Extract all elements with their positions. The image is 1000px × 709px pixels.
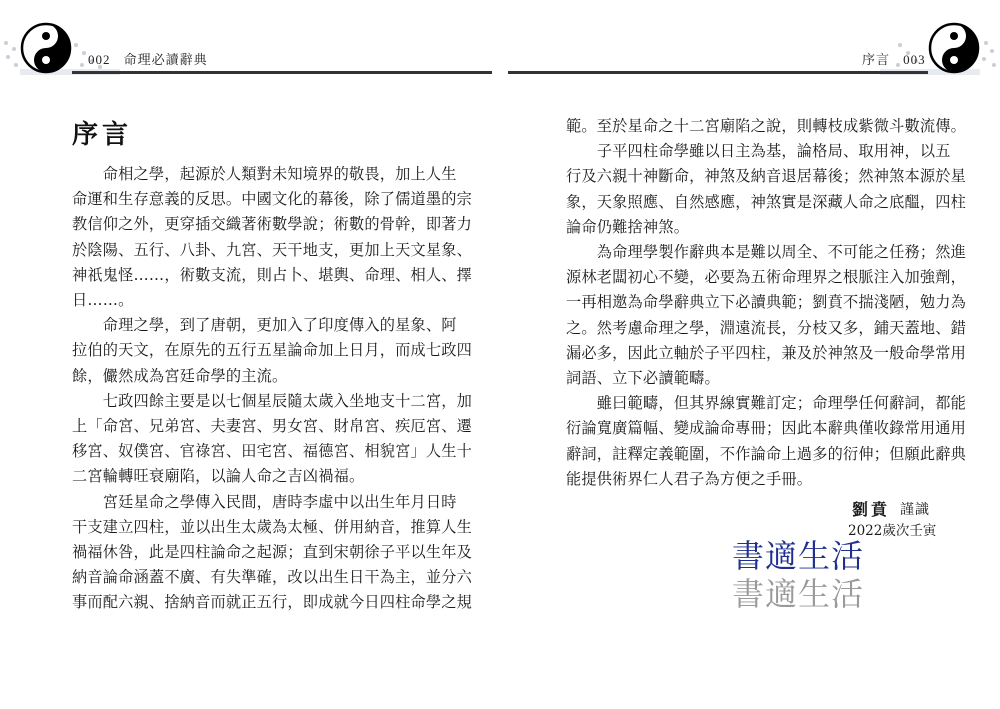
watermark-gray: 書適生活 [732, 575, 865, 613]
text-line: 干支建立四柱，並以出生太歲為太極、併用納音，推算人生 [72, 517, 473, 536]
book-title: 命理必讀辭典 [123, 53, 208, 68]
left-running-header [80, 49, 208, 68]
text-line: 日……。 [72, 291, 134, 309]
text-line: 事而配六親、捨納音而就正五行，即成就今日四柱命學之規 [72, 593, 473, 612]
author-signature: 劉賁 [852, 500, 891, 519]
text-line: 一再相邀為命學辭典立下必讀典範；劉賁不揣淺陋，勉力為 [566, 293, 967, 312]
text-line: 餘，儼然成為宮廷命學的主流。 [72, 366, 288, 385]
text-line: 漏必多，因此立軸於子平四柱，兼及於神煞及一般命學常用 [566, 343, 967, 362]
page-title: 序言 [72, 120, 133, 150]
signature-date: 2022歲次壬寅 [848, 523, 937, 539]
text-line: 二宮輪轉旺衰廟陷，以論人命之吉凶禍福。 [72, 467, 365, 486]
text-line: 之。然考慮命理之學，淵遠流長，分枝又多，鋪天蓋地、錯 [566, 318, 967, 337]
text-line: 衍論寬廣篇幅、變成論命專冊；因此本辭典僅收錄常用通用 [566, 419, 967, 438]
right-running-header [862, 49, 934, 68]
text-line: 宮廷星命之學傳入民間，唐時李虛中以出生年月日時 [72, 492, 457, 511]
text-line: 命運和生存意義的反思。中國文化的幕後，除了儒道墨的宗 [72, 190, 473, 209]
text-line: 教信仰之外，更穿插交織著術數學說；術數的骨幹，即著力 [72, 215, 473, 234]
text-line: 納音論命涵蓋不廣、有失準確，改以出生日干為主，並分六 [72, 568, 473, 587]
section-title-header: 序言 [862, 53, 891, 68]
right-page-number: 003 [903, 52, 926, 67]
text-line: 源林老闆初心不變，必要為五術命理界之根脈注入加強劑， [566, 268, 967, 287]
text-line: 論命仍難捨神煞。 [566, 217, 690, 236]
text-line: 辭詞，註釋定義範圍，不作論命上過多的衍伸；但願此辭典 [566, 444, 967, 463]
text-line: 於陰陽、五行、八卦、九宮、天干地支，更加上天文星象、 [72, 240, 473, 259]
text-line: 命理之學，到了唐朝，更加入了印度傳入的星象、阿 [72, 316, 457, 335]
text-line: 能提供術界仁人君子為方便之手冊。 [566, 469, 813, 488]
yin-yang-icon [928, 22, 980, 74]
header-rule-left [72, 71, 492, 74]
text-line: 七政四餘主要是以七個星辰隨太歲入坐地支十二宮，加 [72, 391, 473, 410]
text-line: 上「命宮、兄弟宮、夫妻宮、男女宮、財帛宮、疾厄宮、遷 [72, 417, 473, 435]
text-line: 移宮、奴僕宮、官祿宮、田宅宮、福德宮、相貌宮」人生十 [72, 442, 473, 461]
text-line: 為命理學製作辭典本是難以周全、不可能之任務；然進 [566, 243, 967, 261]
text-line: 命相之學，起源於人類對未知境界的敬畏，加上人生 [72, 165, 457, 183]
text-line: 雖曰範疇，但其界線實難訂定；命理學任何辭詞，都能 [566, 394, 967, 413]
text-line: 象，天象照應、自然感應，神煞實是深藏人命之底醞，四柱 [566, 192, 967, 211]
text-line: 神祇鬼怪……，術數支流，則占卜、堪輿、命理、相人、擇 [72, 265, 473, 284]
left-page-number: 002 [88, 52, 111, 67]
text-line: 禍福休咎，此是四柱論命之起源；直到宋朝徐子平以生年及 [72, 543, 473, 561]
text-line: 拉伯的天文，在原先的五行五星論命加上日月，而成七政四 [72, 341, 473, 360]
text-line: 詞語、立下必讀範疇。 [566, 369, 720, 387]
watermark-blue: 書適生活 [732, 537, 865, 575]
text-line: 範。至於星命之十二宮廟陷之說，則轉枝成紫微斗數流傳。 [566, 117, 967, 135]
header-rule-right [508, 71, 928, 74]
text-line: 子平四柱命學雖以日主為基，論格局、取用神，以五 [566, 142, 951, 161]
yin-yang-icon [20, 22, 72, 74]
text-line: 行及六親十神斷命，神煞及納音退居幕後；然神煞本源於星 [566, 167, 967, 186]
signature-label: 謹識 [900, 502, 930, 518]
